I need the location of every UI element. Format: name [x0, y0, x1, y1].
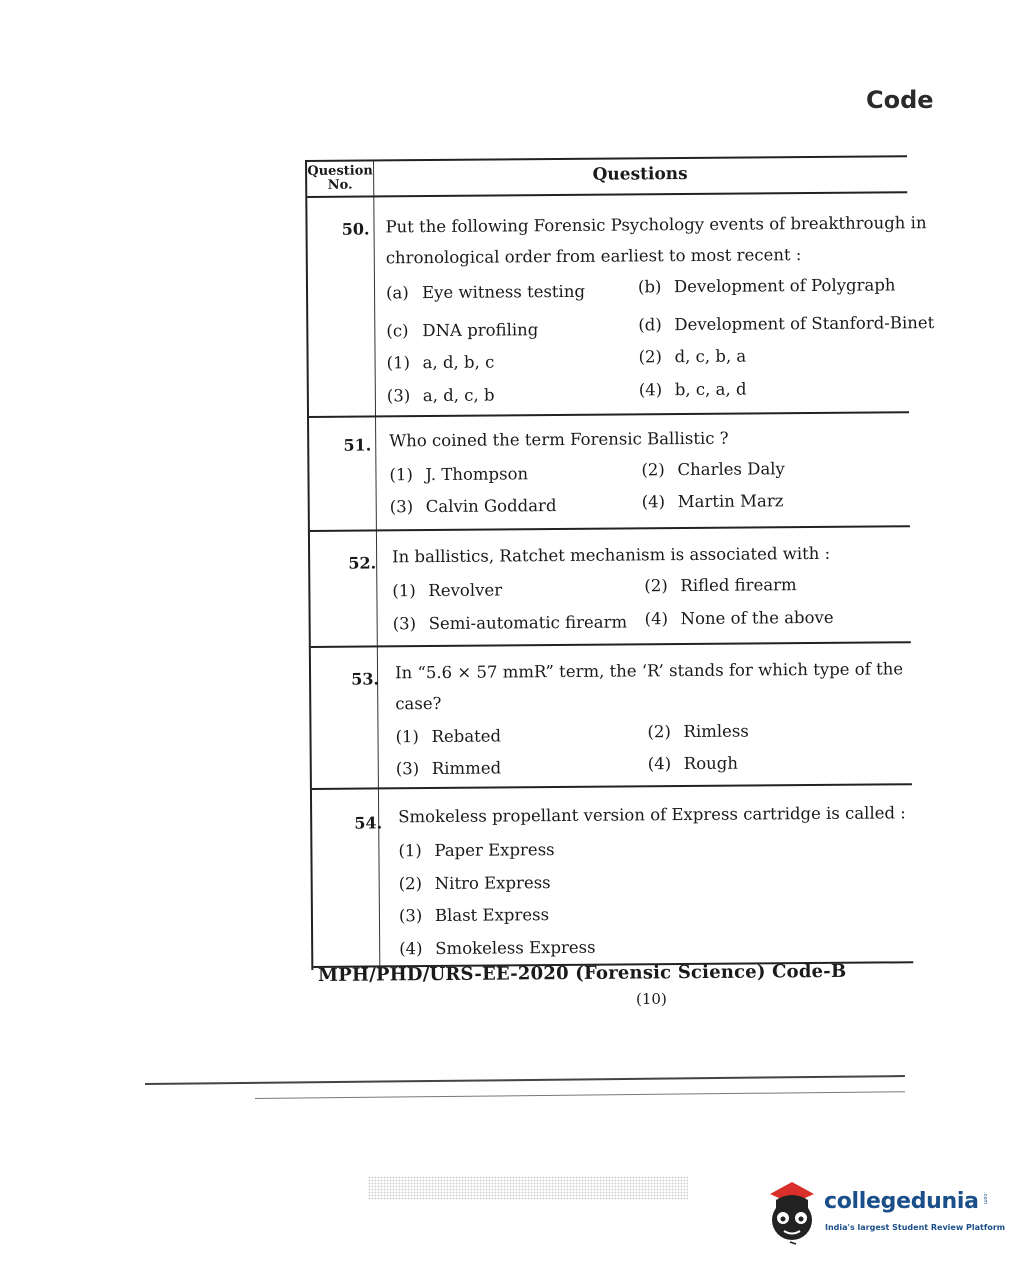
option-text: J. Thompson — [425, 464, 529, 485]
option-text: Calvin Goddard — [425, 496, 557, 517]
brand-domain: .com — [982, 1192, 988, 1205]
option-text: Charles Daly — [677, 459, 785, 480]
option-4 — [639, 378, 907, 399]
option-label: (1) — [398, 841, 422, 861]
option-1 — [387, 351, 627, 372]
statement-text: Development of Polygraph — [673, 275, 896, 297]
statement-text: Eye witness testing — [421, 281, 586, 303]
option-label: (1) — [392, 581, 416, 601]
statement-b — [638, 275, 906, 296]
scan-edge-line — [255, 1091, 905, 1099]
option-text: d, c, b, a — [674, 346, 747, 367]
statement-label: (a) — [385, 283, 409, 303]
question-text-line: Who coined the term Forensic Ballistic ? — [389, 428, 729, 451]
question-text — [398, 797, 910, 832]
option-3 — [387, 384, 627, 405]
option-label: (1) — [389, 465, 413, 485]
statement-label: (b) — [637, 277, 662, 297]
option-3 — [396, 757, 636, 778]
option-3 — [399, 904, 699, 925]
option-text: Nitro Express — [434, 873, 551, 894]
option-label: (3) — [386, 386, 411, 406]
option-text: Smokeless Express — [435, 937, 596, 959]
table-header — [307, 157, 907, 198]
option-2 — [647, 720, 909, 741]
option-text: Rough — [683, 753, 739, 774]
question-no-header: Question No. — [307, 163, 373, 193]
option-label: (2) — [641, 460, 665, 480]
option-label: (3) — [389, 497, 414, 517]
question-number: 54. — [354, 813, 383, 833]
question-row-53 — [311, 643, 912, 790]
option-text: Martin Marz — [677, 491, 784, 512]
question-text-line: In “5.6 × 57 mmR” term, the ‘R’ stands for which type of the — [394, 659, 904, 683]
statement-c — [386, 319, 626, 340]
question-row-54 — [312, 785, 913, 968]
option-text: Semi-automatic firearm — [428, 612, 628, 634]
exam-code-footer: MPH/PHD/URS-EE-2020 (Forensic Science) Code-B — [318, 960, 847, 986]
option-3 — [393, 612, 643, 633]
question-number: 52. — [348, 553, 377, 573]
option-label: (2) — [647, 722, 671, 742]
option-text: Blast Express — [434, 905, 550, 926]
statement-label: (c) — [386, 321, 409, 341]
option-label: (1) — [395, 727, 419, 747]
option-label: (4) — [399, 939, 423, 959]
option-1 — [398, 839, 698, 860]
mascot-logo-icon — [762, 1176, 822, 1246]
question-text-line: Put the following Forensic Psychology events of breakthrough in — [385, 213, 927, 237]
option-label: (3) — [398, 906, 423, 926]
option-4 — [399, 937, 699, 958]
question-number: 53. — [351, 669, 380, 689]
option-1 — [395, 725, 635, 746]
option-text: Rimmed — [431, 758, 502, 779]
option-label: (2) — [644, 576, 668, 596]
question-row-52 — [310, 527, 911, 648]
option-label: (2) — [398, 874, 423, 894]
option-3 — [390, 495, 630, 516]
option-4 — [648, 752, 910, 773]
question-text-line: In ballistics, Ratchet mechanism is associated with : — [392, 543, 831, 567]
option-text: a, d, c, b — [422, 385, 495, 406]
brand-tagline: India's largest Student Review Platform — [825, 1223, 1006, 1232]
option-2 — [641, 458, 907, 479]
option-text: Rifled firearm — [680, 575, 797, 596]
option-4 — [645, 607, 909, 628]
question-text — [389, 421, 907, 456]
scan-edge-line — [145, 1075, 905, 1085]
question-text — [392, 537, 908, 572]
question-number: 51. — [343, 435, 372, 455]
option-label: (2) — [638, 347, 663, 367]
option-label: (1) — [386, 353, 411, 373]
option-2 — [399, 872, 699, 893]
collegedunia-logo — [762, 1176, 1006, 1246]
option-text: None of the above — [680, 607, 834, 629]
option-1 — [392, 579, 632, 600]
option-text: a, d, b, c — [422, 352, 495, 373]
corner-code: Code — [866, 86, 934, 114]
brand-name: collegedunia — [824, 1189, 979, 1214]
statement-d — [638, 313, 935, 335]
question-text-line: Smokeless propellant version of Express cartridge is called : — [398, 803, 906, 827]
scan-noise — [368, 1176, 688, 1200]
question-row-50 — [307, 193, 935, 418]
question-text-line: chronological order from earliest to most recent : — [385, 245, 802, 268]
question-number: 50. — [341, 219, 370, 239]
option-4 — [642, 490, 908, 511]
statement-label: (d) — [638, 315, 662, 335]
option-2 — [644, 574, 908, 595]
option-text: Rebated — [431, 726, 502, 747]
option-text: b, c, a, d — [674, 379, 747, 400]
option-label: (4) — [647, 754, 672, 774]
question-text — [385, 207, 927, 273]
questions-header: Questions — [592, 163, 688, 185]
option-text: Rimless — [683, 721, 749, 742]
statement-a — [386, 281, 626, 302]
option-1 — [389, 463, 629, 484]
question-row-51 — [309, 413, 910, 532]
page-number: (10) — [636, 990, 667, 1008]
question-text — [395, 653, 909, 719]
option-label: (4) — [644, 609, 669, 629]
option-2 — [638, 345, 906, 366]
statement-text: Development of Stanford-Binet — [674, 313, 935, 335]
option-label: (4) — [641, 492, 666, 512]
question-table — [305, 155, 935, 970]
option-label: (4) — [638, 380, 663, 400]
option-text: Revolver — [428, 580, 503, 601]
option-text: Paper Express — [434, 840, 555, 861]
question-text-line: case? — [395, 693, 442, 714]
option-label: (3) — [392, 614, 417, 634]
statement-text: DNA profiling — [422, 320, 539, 341]
option-label: (3) — [395, 759, 420, 779]
